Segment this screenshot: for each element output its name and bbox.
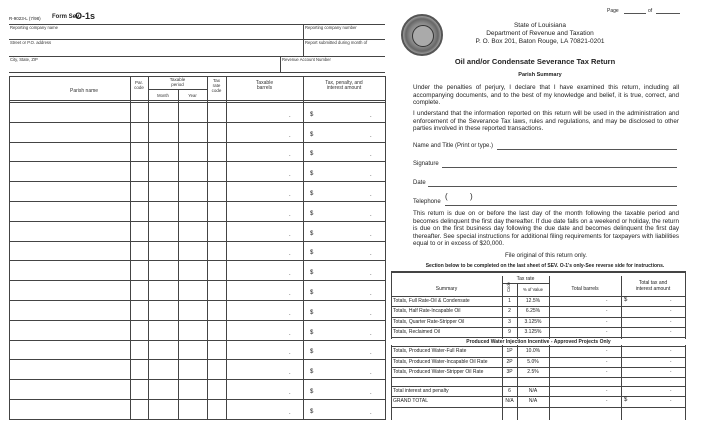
barrels-decimal: . [289,212,291,218]
dollar-sign: $ [624,397,628,403]
summary-divider [391,346,686,347]
barrels-decimal: . [289,133,291,139]
summary-divider [391,407,686,408]
summary-divider [391,377,686,378]
summary-divider [391,367,686,368]
dollar-sign: $ [310,290,314,296]
telephone-label: Telephone [413,199,441,205]
amount-decimal: . [670,328,672,334]
amount-decimal: . [370,172,372,178]
name-title-field[interactable] [497,149,677,150]
summary-row-code: N/A [505,398,514,404]
summary-row-code: 9 [508,329,511,335]
page-total-field[interactable] [656,13,680,14]
amount-decimal: . [370,152,372,158]
taxable-period-header: Taxable period [169,77,186,87]
period-label: Report submitted during month of [305,40,368,45]
dollar-sign: $ [310,349,314,355]
barrels-decimal: . [606,297,608,303]
summary-row-code: 1P [506,348,513,354]
summary-row-label: Totals, Produced Water-Incapable Oil Rate [393,359,488,365]
amount-decimal: . [370,390,372,396]
dollar-sign: $ [310,409,314,415]
revenue-account-label: Revenue Account Number [282,57,331,62]
barrels-decimal: . [606,307,608,313]
par-code-header: Par. code [134,80,144,90]
summary-row-rate: 3.125% [524,319,542,325]
summary-divider [391,317,686,318]
summary-row-label: Totals, Produced Water-Stripper Oil Rate [393,369,484,375]
street-label: Street or P.O. address [10,40,52,45]
amount-decimal: . [670,358,672,364]
amount-decimal: . [670,347,672,353]
form-label: Form Sev. [52,14,81,20]
year-header: Year [188,93,197,98]
due-date-statement: This return is due on or before the last day of the month following the taxable period and becomes delinquent the first day thereafter. If due date falls on a weekend or holiday, the return is due on the first business day following the due date and becomes delinquent the first day thereafter. See special instructions for additional filing requirements for taxpayers with liabilities equal to or in excess of $20,000. [413,210,679,248]
total-barrels-header: Total barrels [571,286,599,292]
barrels-decimal: . [289,370,291,376]
barrels-decimal: . [289,410,291,416]
table-row[interactable] [9,300,385,320]
summary-row-label: Totals, Reclaimed Oil [393,329,440,335]
tax-penalty-header: Tax, penalty, and interest amount [325,80,363,91]
barrels-decimal: . [606,397,608,403]
summary-row-rate: N/A [528,388,538,394]
barrels-decimal: . [289,390,291,396]
table-row[interactable] [9,122,385,142]
barrels-decimal: . [606,368,608,374]
summary-row-code: 2P [506,359,513,365]
amount-decimal: . [670,397,672,403]
amount-decimal: . [370,350,372,356]
table-row[interactable] [9,201,385,221]
summary-header: Summary [435,286,458,292]
dollar-sign: $ [310,231,314,237]
row-divider [9,419,385,420]
barrels-decimal: . [289,152,291,158]
summary-divider [391,327,686,328]
summary-divider [391,396,686,397]
telephone-field[interactable] [445,205,677,206]
barrels-decimal: . [289,331,291,337]
summary-divider [391,357,686,358]
barrels-decimal: . [289,311,291,317]
summary-row-label: Totals, Quarter Rate-Stripper Oil [393,319,465,325]
disclosure-statement: I understand that the information reported on this return will be used in the administration and enforcement of the Severance Tax laws, rules and regulations, and may be disclosed to other parties involved in these reported transactions. [413,110,679,133]
barrels-decimal: . [606,328,608,334]
tax-rate-header: Tax rate [516,276,535,282]
dollar-sign: $ [310,151,314,157]
amount-decimal: . [670,297,672,303]
summary-row-label: Totals, Full Rate-Oil & Condensate [393,298,470,304]
table-row[interactable] [9,221,385,241]
amount-decimal: . [370,133,372,139]
date-field[interactable] [428,186,677,187]
dollar-sign: $ [310,250,314,256]
amount-decimal: . [370,410,372,416]
dollar-sign: $ [310,389,314,395]
amount-decimal: . [670,368,672,374]
department-address: P. O. Box 201, Baton Rouge, LA 70821-0201 [475,38,605,45]
summary-row-rate: 12.5% [525,298,541,304]
dollar-sign: $ [310,171,314,177]
dollar-sign: $ [310,270,314,276]
summary-row-rate: 6.25% [525,308,541,314]
incentive-header: Produced Water Injection Incentive - Approved Projects Only [391,339,686,345]
form-title: Oil and/or Condensate Severance Tax Return [454,57,616,66]
reporting-company-number-label: Reporting company number [305,25,357,30]
section-below-note: Section below to be completed on the last sheet of SEV. O-1's only-See reverse side for instructions. [425,263,665,269]
amount-decimal: . [370,331,372,337]
barrels-decimal: . [289,271,291,277]
summary-row-rate: 2.5% [527,369,539,375]
summary-row-label: GRAND TOTAL [393,398,429,404]
name-title-label: Name and Title (Print or type.) [413,143,494,149]
perjury-statement: Under the penalties of perjury, I declare that I have examined this return, including all accompanying documents, and to the best of my knowledge and belief, it is true, correct, and complete. [413,84,679,107]
amount-decimal: . [370,311,372,317]
summary-row-rate: 3.125% [524,329,542,335]
dollar-sign: $ [310,191,314,197]
area-code-paren-right: ) [470,192,473,201]
total-tax-header: Total tax and interest amount [635,280,671,292]
barrels-decimal: . [289,350,291,356]
area-code-paren-left: ( [445,192,448,201]
barrels-decimal: . [289,192,291,198]
tax-rate-code-header: Tax rate code [211,78,222,93]
barrels-decimal: . [606,318,608,324]
amount-decimal: . [670,307,672,313]
amount-decimal: . [370,251,372,257]
summary-row-label: Totals, Half Rate-Incapable Oil [393,308,461,314]
table-row[interactable] [9,340,385,360]
table-row[interactable] [9,142,385,162]
taxable-barrels-header: Taxable barrels [255,80,274,91]
month-header: Month [157,93,169,98]
reporting-company-name-label: Reporting company name [10,25,58,30]
barrels-decimal: . [289,113,291,119]
amount-decimal: . [670,318,672,324]
amount-decimal: . [370,113,372,119]
amount-decimal: . [370,192,372,198]
amount-decimal: . [670,387,672,393]
table-row[interactable] [9,280,385,300]
barrels-decimal: . [289,251,291,257]
department-name: Department of Revenue and Taxation [486,30,594,37]
page-number-field[interactable] [624,13,646,14]
summary-row-code: 2 [508,308,511,314]
pct-value-header: % of Value [523,287,543,292]
barrels-decimal: . [606,347,608,353]
table-row[interactable] [9,320,385,340]
parish-name-header: Parish name [70,88,99,94]
table-row[interactable] [9,181,385,201]
table-row[interactable] [9,359,385,379]
amount-decimal: . [370,212,372,218]
page-label: Page [607,8,619,14]
summary-row-rate: N/A [528,398,538,404]
code-header: Code [506,281,511,292]
form-number: O-1s [75,11,96,21]
dollar-sign: $ [310,330,314,336]
signature-field[interactable] [442,167,677,168]
summary-row-label: Total interest and penalty [393,388,449,394]
of-label: of [648,8,653,14]
dollar-sign: $ [310,310,314,316]
form-id: R-9023-L (7/98) [9,16,41,21]
dollar-sign: $ [310,112,314,118]
barrels-decimal: . [289,172,291,178]
file-original-note: File original of this return only. [504,252,588,259]
summary-divider [391,306,686,307]
dollar-sign: $ [624,297,628,303]
dollar-sign: $ [310,132,314,138]
table-row[interactable] [9,399,385,419]
summary-row-code: 3P [506,369,513,375]
state-name: State of Louisiana [513,22,567,29]
date-label: Date [413,180,426,186]
louisiana-seal-icon [401,14,443,56]
summary-row-code: 1 [508,298,511,304]
table-row[interactable] [9,102,385,122]
summary-row-rate: 10.0% [525,348,541,354]
amount-decimal: . [370,370,372,376]
dollar-sign: $ [310,211,314,217]
barrels-decimal: . [606,387,608,393]
barrels-decimal: . [606,358,608,364]
table-row[interactable] [9,161,385,181]
table-row[interactable] [9,260,385,280]
amount-decimal: . [370,271,372,277]
summary-row-code: 6 [508,388,511,394]
summary-row-code: 3 [508,319,511,325]
amount-decimal: . [370,291,372,297]
summary-divider [391,386,686,387]
table-row[interactable] [9,241,385,261]
form-subtitle: Parish Summary [518,72,562,78]
summary-divider [391,337,686,338]
summary-row-rate: 5.0% [527,359,539,365]
barrels-decimal: . [289,232,291,238]
city-label: City, State, ZIP [10,57,38,62]
amount-decimal: . [370,232,372,238]
signature-label: Signature [413,161,439,167]
barrels-decimal: . [289,291,291,297]
summary-row-label: Totals, Produced Water-Full Rate [393,348,467,354]
table-row[interactable] [9,379,385,399]
dollar-sign: $ [310,369,314,375]
